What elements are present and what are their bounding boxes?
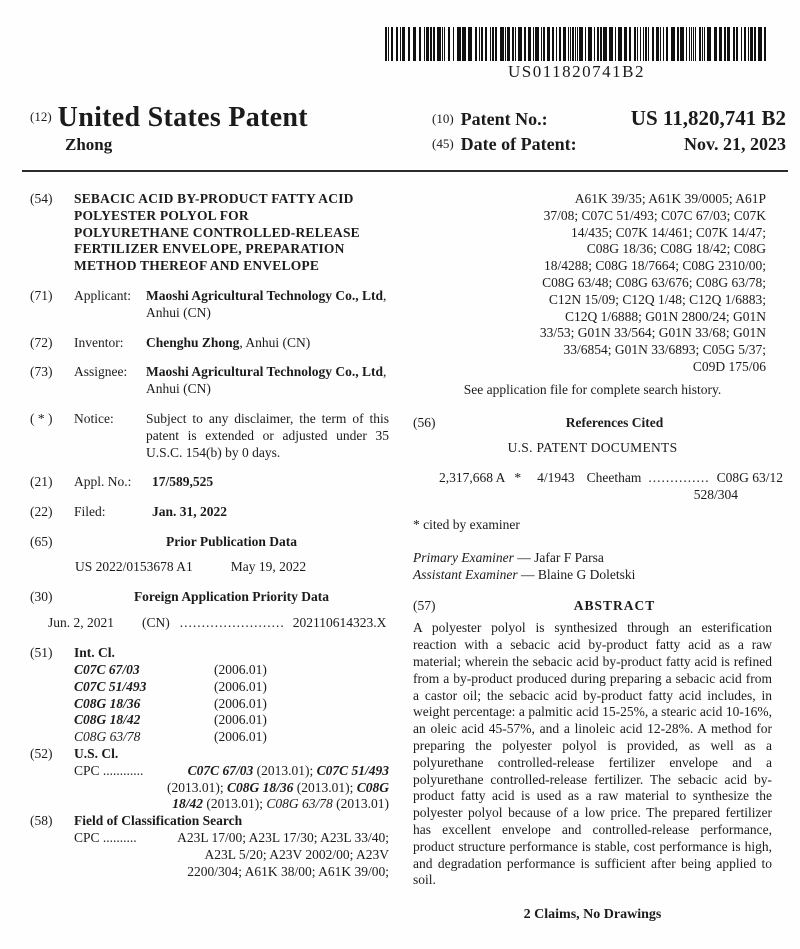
patent-date-row	[432, 134, 786, 155]
int-cl-code: C07C 67/03	[74, 661, 140, 677]
inid-65: (65)	[30, 533, 53, 549]
date-of-patent-label: Date of Patent:	[460, 134, 577, 154]
inid-21: (21)	[30, 474, 53, 490]
left-column	[30, 191, 389, 924]
appl-no-row	[74, 474, 389, 491]
ref-leader-dots: ..............	[648, 470, 710, 486]
cited-by-examiner-note: * cited by examiner	[413, 516, 520, 532]
section-71-applicant	[30, 288, 389, 322]
references-heading: References Cited	[565, 414, 664, 430]
field-search-line: 33/53; G01N 33/564; G01N 33/68; G01N	[539, 325, 766, 341]
section-56-references	[413, 415, 772, 432]
section-21-appl-no	[30, 474, 389, 491]
ref-examiner-star: *	[514, 470, 522, 486]
assignee-row	[74, 364, 389, 398]
ref-inventor-name: Cheetham	[586, 470, 642, 486]
ref-patent-number: 2,317,668 A	[439, 470, 506, 486]
priority-dots: ........................	[179, 615, 285, 631]
inventor-label: Inventor:	[74, 334, 124, 350]
priority-country: (CN)	[142, 615, 170, 631]
search-history-note: See application file for complete search history.	[463, 381, 722, 397]
patent-number-row	[432, 106, 786, 131]
field-search-line: C08G 63/48; C08G 63/676; C08G 63/78;	[542, 274, 766, 290]
header-divider	[22, 170, 788, 172]
title-line: SEBACIC ACID BY-PRODUCT FATTY ACID	[74, 191, 354, 206]
applicant-row	[74, 288, 389, 322]
body-columns	[30, 191, 784, 924]
abstract-text: A polyester polyol is synthesized through an esterification reaction with a sebacic acid by-product fatty acid as a raw material; wherein the sebacic acid by-product fatty acid is refined from a by-product produced during preparing a sebacic acid from a castor oil; the sebacic acid by-product fatty acid includes, in weight percentage: a palmitic acid 15-25%, a stearic acid 10-16%, an oleic acid 45-57%, and a linoleic acid 12-28%. A method for preparing the polyester polyol is provided, as well as a polyurethane controlled-release fertilizer envelope and a polyurethane controlled-release fertilizer. The sebacic acid by-product fatty acid is used as a raw material to synthesize the polyester polyol because of a low price. The prepared fertilizer has excellent envelope and controlled-release performance, product structure performance is stable, cost performance is high, and degradation performance is sufficient after being applied to soil.	[413, 620, 772, 888]
inid-58: (58)	[30, 813, 53, 829]
inid-51: (51)	[30, 645, 53, 661]
claims-note: 2 Claims, No Drawings	[523, 907, 662, 923]
filed-row	[74, 504, 389, 521]
priority-date: Jun. 2, 2021	[48, 615, 115, 631]
ref-classification-2: 528/304	[693, 486, 738, 502]
inid-71: (71)	[30, 287, 53, 303]
barcode	[385, 27, 768, 82]
assignee-value	[146, 364, 389, 398]
int-cl-entry	[74, 729, 389, 746]
int-cl-version: (2006.01)	[214, 661, 267, 677]
inid-10: (10)	[432, 111, 454, 126]
inid-73: (73)	[30, 364, 53, 380]
section-22-filed	[30, 504, 389, 521]
filed-label: Filed:	[74, 504, 106, 520]
inid-54: (54)	[30, 191, 53, 206]
section-54-title	[30, 191, 389, 275]
applicant-value	[146, 288, 389, 322]
int-cl-code: C08G 18/36	[74, 695, 141, 711]
section-72-inventor	[30, 335, 389, 352]
field-search-line: 18/4288; C08G 18/7664; C08G 2310/00;	[543, 258, 766, 274]
title-line: FERTILIZER ENVELOPE, PREPARATION	[74, 241, 345, 257]
barcode-bars-icon	[385, 27, 768, 61]
section-65-prior-pub	[30, 534, 389, 551]
field-search-line: C12Q 1/6888; G01N 2800/24; G01N	[564, 308, 766, 324]
section-73-assignee	[30, 364, 389, 398]
inventor-name: Chenghu Zhong	[146, 334, 240, 350]
notice-row	[74, 411, 389, 461]
filed-value: Jan. 31, 2022	[152, 504, 228, 520]
assignee-name: Maoshi Agricultural Technology Co., Ltd	[146, 364, 384, 380]
inid-57: (57)	[413, 597, 436, 613]
header-right	[432, 106, 786, 158]
inventor-value	[146, 335, 389, 352]
inid-star: ( * )	[30, 410, 53, 426]
int-cl-version: (2006.01)	[214, 678, 267, 694]
int-cl-entry	[74, 696, 389, 713]
field-search-line: 33/6854; G01N 33/6893; C05G 5/37;	[563, 342, 766, 358]
barcode-label: US011820741B2	[508, 62, 645, 81]
title-line: POLYESTER POLYOL FOR	[74, 207, 249, 223]
field-search-line: 37/08; C07C 51/493; C07C 67/03; C07K	[543, 207, 766, 223]
prior-pub-heading: Prior Publication Data	[166, 533, 297, 549]
field-search-line: A61K 39/35; A61K 39/0005; A61P	[574, 191, 766, 206]
applicant-label: Applicant:	[74, 287, 131, 303]
field-search-line: C08G 18/36; C08G 18/42; C08G	[586, 241, 766, 257]
us-cl-line	[74, 763, 389, 780]
inid-12: (12)	[30, 109, 52, 124]
section-57-abstract	[413, 598, 772, 615]
int-cl-entry	[74, 679, 389, 696]
assistant-examiner-name: — Blaine G Doletski	[521, 566, 636, 582]
abstract-heading: ABSTRACT	[573, 597, 656, 613]
int-cl-version: (2006.01)	[214, 729, 267, 745]
field-search-line	[74, 830, 389, 847]
int-cl-heading: Int. Cl.	[74, 645, 115, 661]
int-cl-code: C07C 51/493	[74, 678, 147, 694]
inventor-row	[74, 335, 389, 352]
us-cl-cpc-lead: CPC ............	[74, 762, 144, 778]
primary-examiner-line	[413, 549, 772, 566]
notice-label: Notice:	[74, 410, 114, 426]
ref-classification: C08G 63/12	[716, 470, 784, 486]
inid-52: (52)	[30, 745, 53, 761]
assistant-examiner-line	[413, 566, 772, 583]
prior-pub-ref: US 2022/0153678 A1	[75, 558, 193, 574]
inid-30: (30)	[30, 588, 53, 604]
inid-72: (72)	[30, 334, 53, 350]
appl-no-label: Appl. No.:	[74, 474, 132, 490]
title-line: METHOD THEREOF AND ENVELOPE	[74, 258, 320, 274]
foreign-priority-heading: Foreign Application Priority Data	[133, 588, 330, 604]
inventor-surname: Zhong	[65, 135, 113, 154]
appl-no-value: 17/589,525	[152, 474, 214, 490]
primary-examiner-label: Primary Examiner	[413, 549, 514, 565]
invention-title	[74, 191, 389, 275]
foreign-priority-entry	[30, 615, 389, 632]
field-search-line: C12N 15/09; C12Q 1/48; C12Q 1/6883;	[548, 291, 766, 307]
int-cl-entry	[74, 712, 389, 729]
assistant-examiner-label: Assistant Examiner	[413, 566, 518, 582]
applicant-name: Maoshi Agricultural Technology Co., Ltd	[146, 287, 384, 303]
section-58-field-search	[30, 813, 389, 880]
notice-text: Subject to any disclaimer, the term of this patent is extended or adjusted under 35 U.S.C. 154(b) by 0 days.	[146, 410, 389, 460]
field-search-heading: Field of Classification Search	[74, 813, 243, 829]
prior-pub-entry	[30, 559, 389, 576]
int-cl-entry	[74, 662, 389, 679]
inid-22: (22)	[30, 504, 53, 520]
field-search-line: C09D 175/06	[692, 358, 766, 374]
reference-entry	[413, 470, 784, 487]
document-type-title: United States Patent	[57, 102, 308, 133]
prior-pub-date: May 19, 2022	[230, 558, 307, 574]
section-52-us-cl	[30, 746, 389, 813]
patent-no-value: US 11,820,741 B2	[630, 106, 786, 130]
section-51-int-cl	[30, 645, 389, 746]
int-cl-version: (2006.01)	[214, 712, 267, 728]
int-cl-version: (2006.01)	[214, 695, 267, 711]
right-column	[413, 191, 784, 924]
field-search-line: 2200/304; A61K 38/00; A61K 39/00;	[187, 863, 389, 879]
us-patent-documents-heading: U.S. PATENT DOCUMENTS	[507, 440, 678, 456]
us-cl-codes: C07C 67/03 (2013.01); C07C 51/493	[187, 762, 389, 778]
int-cl-body	[74, 645, 389, 746]
priority-number: 202110614323.X	[292, 615, 387, 631]
us-cl-line: (2013.01); C08G 18/36 (2013.01); C08G	[166, 779, 389, 795]
field-search-codes: A23L 17/00; A23L 17/30; A23L 33/40;	[177, 829, 389, 845]
section-30-foreign-priority	[30, 589, 389, 606]
field-search-line: 14/435; C07K 14/461; C07K 14/47;	[570, 224, 766, 240]
primary-examiner-name: — Jafar F Parsa	[517, 549, 604, 565]
header-left	[30, 102, 308, 155]
examiners	[413, 549, 772, 583]
int-cl-code: C08G 18/42	[74, 712, 141, 728]
field-search-cpc-lead: CPC ..........	[74, 829, 137, 845]
int-cl-code: C08G 63/78	[74, 729, 141, 745]
us-cl-line: 18/42 (2013.01); C08G 63/78 (2013.01)	[172, 796, 389, 812]
assignee-label: Assignee:	[74, 364, 128, 380]
field-search-body	[74, 813, 389, 880]
patent-no-label: Patent No.:	[460, 109, 548, 129]
inventor-location: , Anhui (CN)	[239, 334, 311, 350]
patent-title-line	[30, 102, 308, 134]
applicant-location: , Anhui (CN)	[146, 287, 387, 320]
ref-date: 4/1943	[537, 470, 575, 486]
inid-56: (56)	[413, 414, 436, 430]
inid-45: (45)	[432, 136, 454, 151]
us-cl-heading: U.S. Cl.	[74, 745, 119, 761]
assignee-location: , Anhui (CN)	[146, 364, 387, 397]
date-of-patent-value: Nov. 21, 2023	[683, 134, 786, 154]
section-notice	[30, 411, 389, 461]
title-line: POLYURETHANE CONTROLLED-RELEASE	[74, 224, 360, 240]
field-search-continuation	[413, 191, 772, 376]
field-search-line: A23L 5/20; A23V 2002/00; A23V	[204, 846, 389, 862]
us-cl-body	[74, 746, 389, 813]
